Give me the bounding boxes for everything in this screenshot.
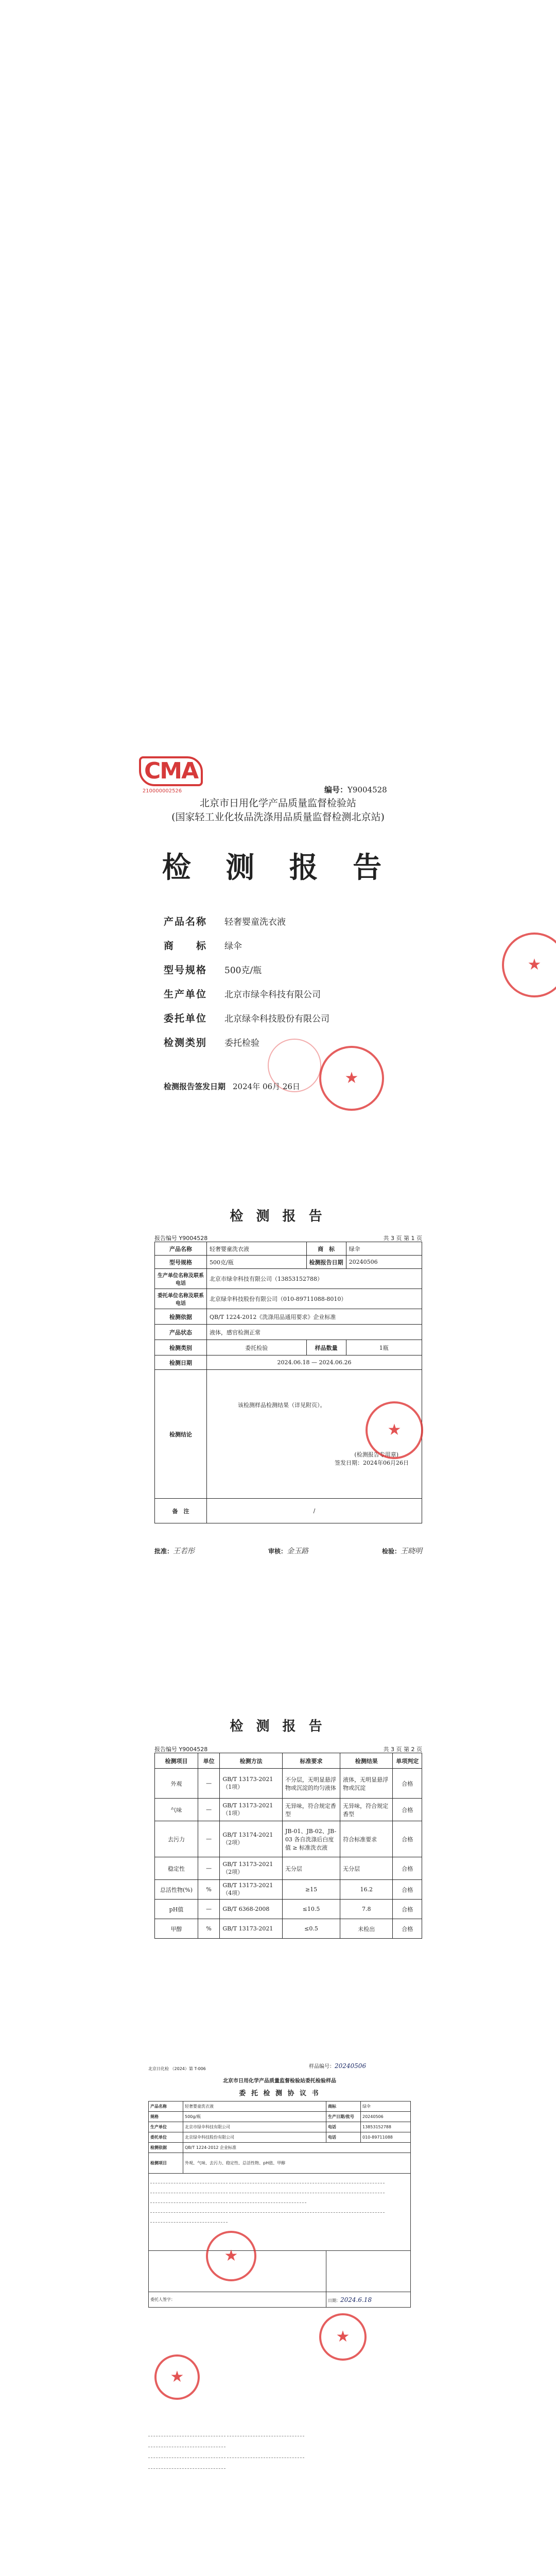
sample-number: 样品编号：20240506	[309, 2062, 367, 2070]
form-seal-icon-2	[319, 2313, 367, 2361]
form-seal-icon	[206, 2231, 256, 2281]
cma-logo	[139, 756, 198, 794]
cover-field-spec: 型号规格 500克/瓶	[164, 964, 262, 976]
report-number: 编号：Y9004528	[324, 785, 387, 794]
cover-field-product: 产品名称 轻奢婴童洗衣液	[164, 916, 286, 927]
form-row: 产品名称 轻奢婴童洗衣液 商标 绿伞	[149, 2102, 411, 2112]
handwritten-notes	[148, 2427, 411, 2474]
form-row: 检测项目 外观、气味、去污力、稳定性、总活性物、pH值、甲醇	[149, 2153, 411, 2174]
form-seal-icon-3	[154, 2354, 200, 2400]
table-row: 外观 — GB/T 13173-2021（1项） 不分层，无明显悬浮物或沉淀的均匀液体 液体，无明显悬浮物或沉淀 合格	[155, 1769, 422, 1799]
report-title: 检 测 报 告	[162, 851, 394, 885]
official-seal-icon	[319, 1046, 384, 1111]
report-header-line: 报告编号 Y9004528 共 3 页 第 1 页	[154, 1235, 422, 1242]
table-row: 去污力 — GB/T 13174-2021（2项） JB-01、JB-02、JB-03 各自洗涤后白度值 ≥ 标准洗衣液 符合标准要求 合格	[155, 1821, 422, 1857]
text-line	[150, 2217, 409, 2224]
results-table	[154, 1753, 422, 1939]
report-section-title-2: 检 测 报 告	[230, 1719, 326, 1734]
form-row-blank	[149, 2251, 411, 2292]
table-row: 气味 — GB/T 13173-2021（1项） 无异味，符合规定香型 无异味，符合规定香型 合格	[155, 1799, 422, 1821]
scanned-form-page	[0, 2056, 556, 2576]
text-line	[150, 2188, 409, 2194]
institution-subname: (国家轻工业化妆品洗涤用品质量监督检测北京站)	[171, 811, 385, 823]
reviewer: 审核：金玉路	[268, 1547, 308, 1555]
seal-ring-icon	[268, 1039, 321, 1092]
form-title: 委 托 检 测 协 议 书	[239, 2090, 320, 2097]
table-row: 稳定性 — GB/T 13173-2021（2项） 无分层 无分层 合格	[155, 1857, 422, 1880]
table-row: 甲醇 % GB/T 13173-2021 ≤0.5 未检出 合格	[155, 1919, 422, 1939]
form-row: 生产单位 北京市绿伞科技有限公司 电话 13853152788	[149, 2122, 411, 2132]
form-subtitle: 北京市日用化学产品质量监督检验站委托检验样品	[223, 2078, 336, 2084]
edge-seal-icon	[502, 933, 556, 997]
report-seal-icon	[366, 1401, 423, 1459]
form-row: 委托单位 北京绿伞科技股份有限公司 电话 010-89711088	[149, 2132, 411, 2143]
form-header-note: 北京日化检 （2024）第 T-006	[148, 2066, 206, 2071]
report-info-table: 产品名称 轻奢婴童洗衣液 商 标 绿伞 型号规格 500克/瓶 检测报告日期 20240506 生产单位名称及联系电话 北京市绿伞科技有限公司（13853152788） 委托单位名称及联系电话 北京绿伞科技股份有限公司（010-89711088-8010） 检测依据 QB/T 1224-2012《洗涤用品通用要求》企业标准 产品状态 液体，感官检测正常 检测类别 委托检验 样品数量 1瓶 检测日期 2024.06.18 — 2024.06.26 检测结论 该检测样品检测结果（详见附页）。 (检测报告专用章) 签发日期：2024年06月26日 备 注 /	[154, 1242, 422, 1523]
cover-field-category: 检测类别 委托检验	[164, 1037, 259, 1048]
report-header-line-2: 报告编号 Y9004528 共 3 页 第 2 页	[154, 1746, 422, 1753]
signature-line	[154, 1546, 422, 1556]
stamp-date: 签发日期：2024年06月26日	[335, 1460, 409, 1466]
form-table	[148, 2101, 411, 2308]
text-line	[150, 2178, 409, 2184]
form-row: 规格 500g/瓶 生产日期/批号 20240506	[149, 2112, 411, 2122]
table-row: 总活性物(%) % GB/T 13173-2021（4项） ≥15 16.2 合格	[155, 1880, 422, 1900]
conclusion-text: 该检测样品检测结果（详见附页）。	[238, 1402, 326, 1409]
form-row-blank	[149, 2174, 411, 2251]
cma-mark-icon: CMA	[139, 756, 203, 786]
cover-field-trademark: 商 标 绿伞	[164, 940, 242, 952]
cover-field-client: 委托单位 北京绿伞科技股份有限公司	[164, 1013, 329, 1024]
cma-code: 210000002526	[142, 788, 182, 794]
stamp-note: (检测报告专用章)	[354, 1451, 398, 1458]
text-line	[150, 2207, 409, 2214]
form-row: 检测依据 QB/T 1224-2012 企业标准	[149, 2143, 411, 2153]
results-header-row: 检测项目 单位 检测方法 标准要求 检测结果 单项判定	[155, 1753, 422, 1769]
issue-date: 检测报告签发日期 2024年 06月 26日	[164, 1082, 300, 1091]
cover-fields	[164, 914, 329, 1059]
report-page-1	[0, 1195, 556, 1710]
report-section-title: 检 测 报 告	[230, 1209, 326, 1224]
approver: 批准：王若彤	[154, 1547, 195, 1555]
cover-field-producer: 生产单位 北京市绿伞科技有限公司	[164, 989, 321, 1000]
table-row: pH值 — GB/T 6368-2008 ≤10.5 7.8 合格	[155, 1900, 422, 1919]
tester: 检验：王晓明	[381, 1547, 422, 1555]
cover-page	[0, 639, 556, 1200]
text-line	[150, 2197, 409, 2204]
institution-name: 北京市日用化学产品质量监督检验站	[199, 798, 356, 809]
form-signature-row: 委托人签字： 日期：2024.6.18	[149, 2292, 411, 2308]
